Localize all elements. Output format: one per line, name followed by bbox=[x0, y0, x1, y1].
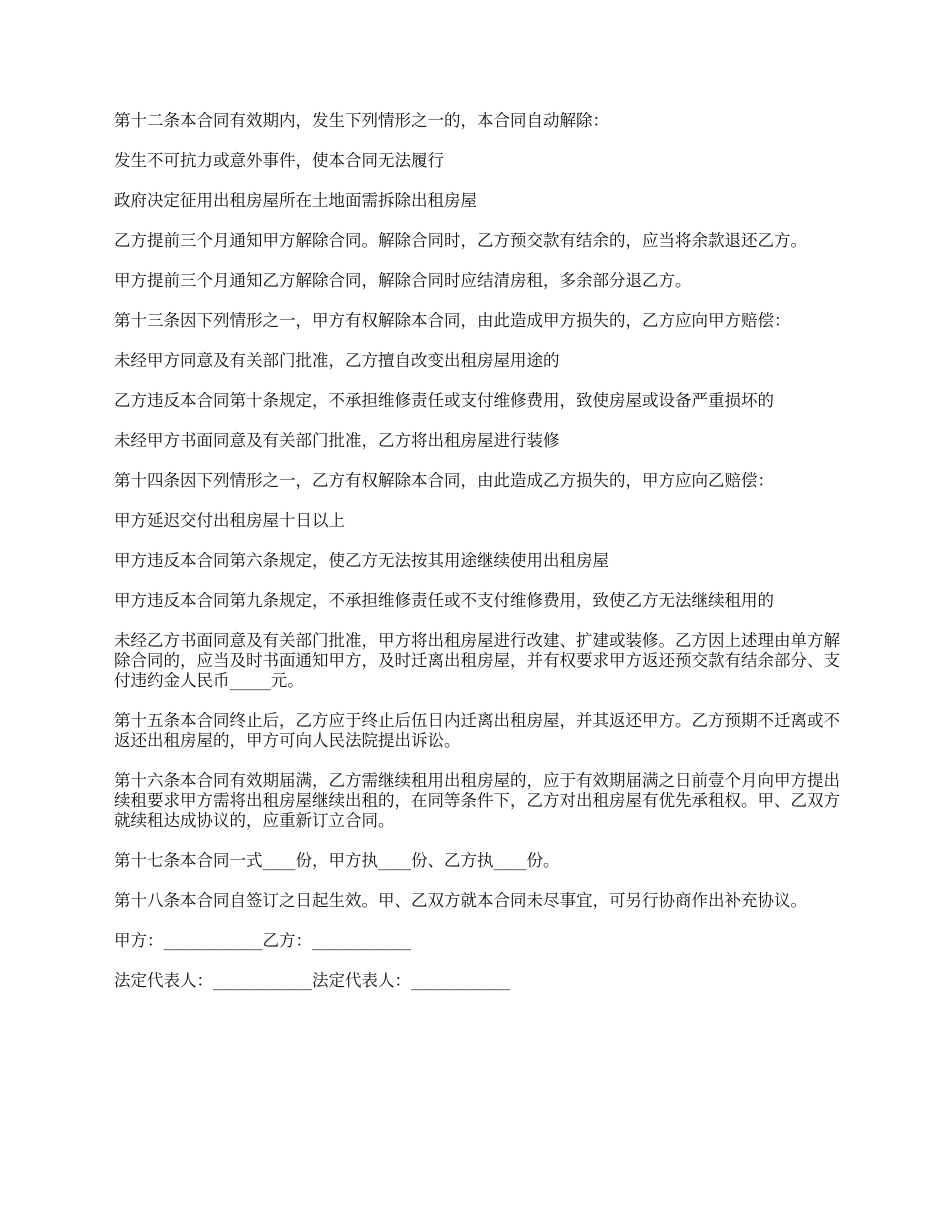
clause-12-item-government-requisition: 政府决定征用出租房屋所在土地面需拆除出租房屋 bbox=[114, 191, 477, 210]
clause-12-item-force-majeure: 发生不可抗力或意外事件，使本合同无法履行 bbox=[114, 151, 444, 170]
signature-parties-line: 甲方：____________乙方：____________ bbox=[114, 931, 411, 950]
clause-14-item-landlord-renovation: 未经乙方书面同意及有关部门批准，甲方将出租房屋进行改建、扩建或装修。乙方因上述理由单方解除合同的，应当及时书面通知甲方，及时迁离出租房屋，并有权要求甲方返还预交款有结余部分、支付违约金人民币_____元。 bbox=[114, 631, 840, 690]
clause-13-heading: 第十三条因下列情形之一，甲方有权解除本合同，由此造成甲方损失的，乙方应向甲方赔偿： bbox=[114, 311, 791, 330]
clause-14-item-clause-6-breach: 甲方违反本合同第六条规定，使乙方无法按其用途继续使用出租房屋 bbox=[114, 551, 609, 570]
clause-14-item-late-delivery: 甲方延迟交付出租房屋十日以上 bbox=[114, 511, 345, 530]
clause-13-item-change-use: 未经甲方同意及有关部门批准，乙方擅自改变出租房屋用途的 bbox=[114, 351, 560, 370]
contract-body bbox=[114, 111, 844, 1011]
clause-14-item-clause-9-breach: 甲方违反本合同第九条规定，不承担维修责任或不支付维修费用，致使乙方无法继续租用的 bbox=[114, 591, 774, 610]
clause-12-heading: 第十二条本合同有效期内，发生下列情形之一的，本合同自动解除： bbox=[114, 111, 609, 130]
clause-18: 第十八条本合同自签订之日起生效。甲、乙双方就本合同未尽事宜，可另行协商作出补充协议。 bbox=[114, 891, 807, 910]
clause-16: 第十六条本合同有效期届满，乙方需继续租用出租房屋的，应于有效期届满之日前壹个月向甲方提出续租要求甲方需将出租房屋继续出租的，在同等条件下，乙方对出租房屋有优先承租权。甲、乙双方就续租达成协议的，应重新订立合同。 bbox=[114, 771, 840, 830]
clause-12-item-landlord-notice: 甲方提前三个月通知乙方解除合同，解除合同时应结清房租，多余部分退乙方。 bbox=[114, 271, 692, 290]
clause-14-heading: 第十四条因下列情形之一，乙方有权解除本合同，由此造成乙方损失的，甲方应向乙赔偿： bbox=[114, 471, 774, 490]
clause-17: 第十七条本合同一式____份，甲方执____份、乙方执____份。 bbox=[114, 851, 560, 870]
clause-13-item-repair-breach: 乙方违反本合同第十条规定，不承担维修责任或支付维修费用，致使房屋或设备严重损坏的 bbox=[114, 391, 774, 410]
signature-representatives-line: 法定代表人：____________法定代表人：____________ bbox=[114, 971, 510, 990]
clause-12-item-tenant-notice: 乙方提前三个月通知甲方解除合同。解除合同时，乙方预交款有结余的，应当将余款退还乙方。 bbox=[114, 231, 807, 250]
clause-15: 第十五条本合同终止后，乙方应于终止后伍日内迁离出租房屋，并其返还甲方。乙方预期不迁离或不返还出租房屋的，甲方可向人民法院提出诉讼。 bbox=[114, 711, 840, 750]
clause-13-item-unauthorized-renovation: 未经甲方书面同意及有关部门批准，乙方将出租房屋进行装修 bbox=[114, 431, 560, 450]
